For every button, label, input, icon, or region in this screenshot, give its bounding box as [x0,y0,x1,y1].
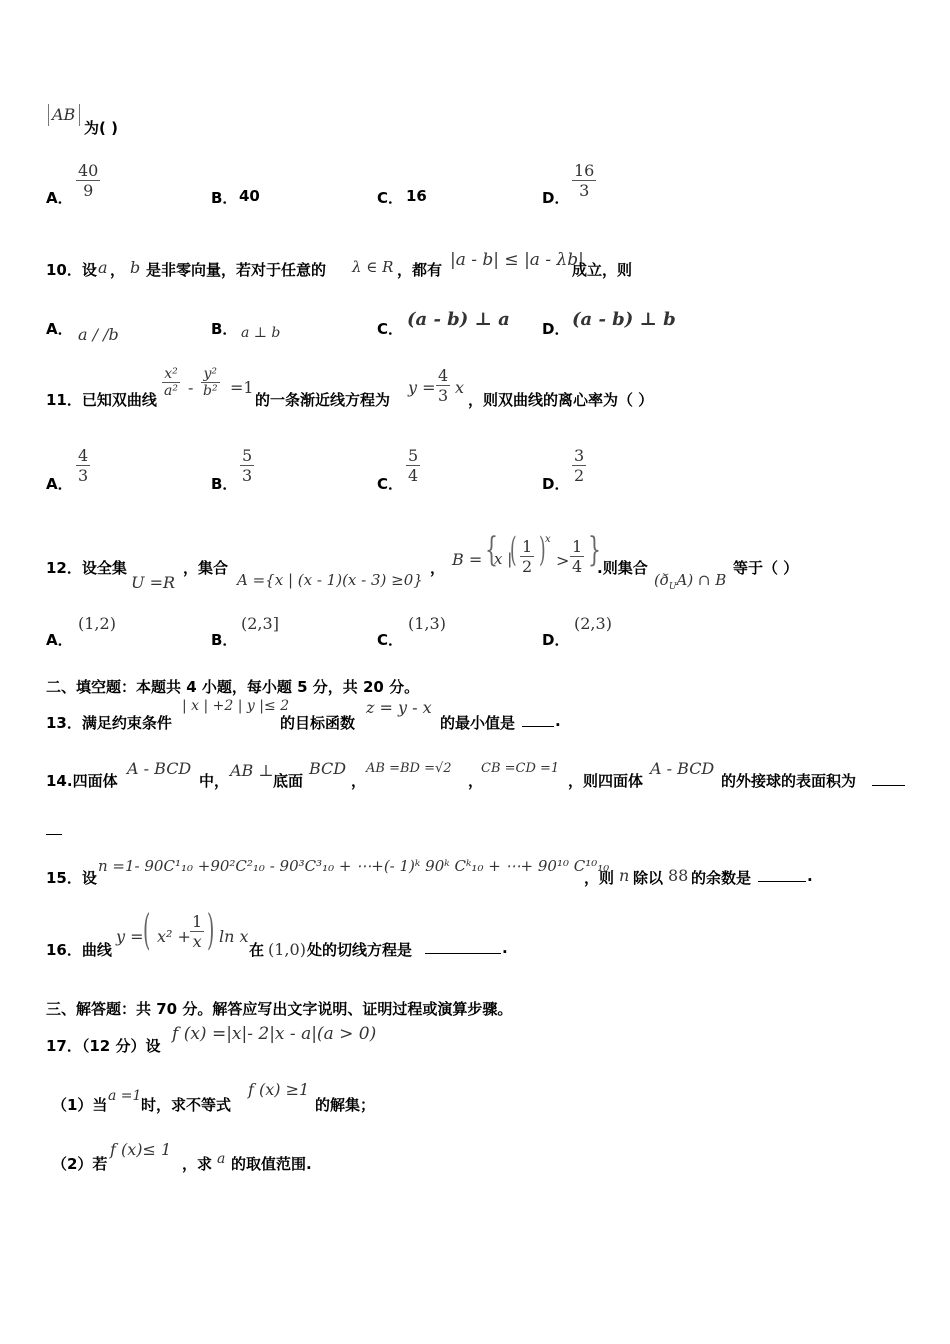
q12-b-rhs-den: 4 [572,557,583,576]
q11-minus: - [188,378,194,397]
q9-option-d-letter[interactable]: D． [542,189,570,207]
left-paren: ( [143,905,151,954]
q11-option-a-num: 4 [78,446,89,465]
q15-series: n =1- 90C¹₁₀ +90²C²₁₀ - 90³C³₁₀ + ⋯+(- 1)ᵏ 90ᵏ Cᵏ₁₀ + ⋯+ 90¹⁰ C¹⁰₁₀ [98,857,610,875]
q12-option-b-expr[interactable]: (2,3] [241,614,279,633]
left-paren: ( [510,530,517,570]
q11-y-num: y² [203,366,218,382]
q12-text-1: ，集合 [183,559,229,577]
q11-option-b-den: 3 [242,466,253,485]
q11-rhs: =1 [230,378,254,397]
q9-option-a-letter[interactable]: A． [46,189,73,207]
q16-end: . [502,939,508,957]
q12-option-a-letter[interactable]: A． [46,631,73,649]
q17-part1-text-2: 的解集； [315,1096,376,1114]
q16-number: 16．曲线 [46,941,112,959]
q11-x-num: x² [164,366,178,382]
q12-b-rhs-fraction [570,537,584,576]
q12-universal-set: U =R [131,573,176,592]
q14-number: 14.四面体 [46,772,118,790]
q11-text-2: ，则双曲线的离心率为（ ） [468,391,654,409]
q10-option-a-letter[interactable]: A． [46,320,73,338]
abs-bar-left [48,104,49,126]
q16-x-squared: x² + [157,927,191,946]
q10-option-b-expr[interactable]: a ⊥ b [241,325,281,341]
q11-option-b-letter[interactable]: B． [211,475,238,493]
q12-expr-sub: U [668,582,677,592]
q12-expr-tail: A) ∩ B [676,571,727,589]
q11-option-a-letter[interactable]: A． [46,475,73,493]
q10-option-c-letter[interactable]: C． [377,320,404,338]
q11-option-d-letter[interactable]: D． [542,475,570,493]
q17-part2-text-1: ，求 [182,1155,213,1173]
q9-option-b-letter[interactable]: B． [211,189,238,207]
q11-option-c-fraction[interactable] [406,446,420,485]
q15-text-1: ，则 [584,869,615,887]
q14-tetrahedron: A - BCD [127,759,192,778]
q16-fraction-num: 1 [192,912,203,931]
q12-number: 12．设全集 [46,559,127,577]
q11-asym-x: x [455,378,465,397]
q12-b-exponent: x [545,534,551,545]
q10-vector-a: a [98,258,108,277]
q14-comma-1: ， [351,772,367,790]
q9-option-a-num: 40 [78,161,99,180]
q17-part1-cond: a =1 [108,1088,142,1104]
q11-option-a-den: 3 [78,466,89,485]
q10-text-3: 成立，则 [572,261,633,279]
q10-option-d-letter[interactable]: D． [542,320,570,338]
q11-asym-num: 4 [438,366,449,385]
q17-part1-text-1: 时，求不等式 [141,1096,232,1114]
q16-answer-blank[interactable] [425,939,501,954]
q17-part2-label: （2）若 [52,1155,108,1173]
q15-answer-blank[interactable] [758,867,806,882]
q15-end: . [807,867,813,885]
section-3-heading: 三、解答题：共 70 分。解答应写出文字说明、证明过程或演算步骤。 [46,1000,513,1018]
q16-fraction-den: x [190,931,204,951]
q9-ab-expr: AB [52,105,76,124]
q12-option-b-letter[interactable]: B． [211,631,238,649]
q10-number: 10．设 [46,261,97,279]
q17-part2-text-2: 的取值范围. [231,1155,312,1173]
q12-option-c-letter[interactable]: C． [377,631,404,649]
q9-option-a-den: 9 [76,180,100,200]
q10-text-1: 是非零向量，若对于任意的 [146,261,327,279]
q9-tail-text: 为( ) [84,119,118,137]
q15-number: 15．设 [46,869,97,887]
q11-y-fraction [201,366,220,399]
q14-answer-blank-cont[interactable] [46,822,62,835]
q15-text-2: 除以 [633,869,664,887]
q14-tetrahedron-2: A - BCD [650,759,715,778]
q14-text-4: 的外接球的表面积为 [721,772,857,790]
q13-answer-blank[interactable] [522,712,554,727]
q12-text-2: .则集合 [597,559,648,577]
left-brace: { [485,530,498,570]
q13-text-2: 的最小值是 [440,714,516,732]
q11-number: 11．已知双曲线 [46,391,157,409]
q12-expr-open: (ð [654,571,669,589]
q16-lhs: y = [116,927,144,946]
q14-eq-2: CB =CD =1 [481,761,560,776]
q13-number: 13．满足约束条件 [46,714,172,732]
q14-perp: AB ⊥ [230,761,274,780]
q9-option-d-fraction[interactable] [572,161,596,200]
right-brace: } [588,530,601,570]
q14-eq-1: AB =BD =√2 [366,761,452,776]
q11-option-d-den: 2 [574,466,585,485]
q13-text-1: 的目标函数 [280,714,356,732]
q14-text-3: ，则四面体 [568,772,644,790]
q11-option-c-letter[interactable]: C． [377,475,404,493]
q12-set-a: A ={x | (x - 1)(x - 3) ≥0} [237,571,423,589]
section-2-heading: 二、填空题：本题共 4 小题，每小题 5 分，共 20 分。 [46,678,420,696]
right-paren: ) [539,530,546,570]
q10-comma: ， [110,261,126,279]
q16-point: (1,0) [268,940,306,959]
q16-ln: ln x [219,927,249,946]
q9-option-a-fraction[interactable] [76,161,100,200]
q14-comma-2: ， [468,772,484,790]
q10-text-2: ，都有 [397,261,443,279]
q9-option-d-den: 3 [572,180,596,200]
q12-b-base-fraction [520,537,534,576]
q12-b-gt: > [556,551,570,570]
q10-option-a-expr[interactable]: a / /b [78,325,119,344]
q10-lambda-expr: λ ∈ R [352,258,394,276]
q10-option-b-letter[interactable]: B． [211,320,238,338]
q14-answer-blank[interactable] [872,770,905,786]
q12-b-base-den: 2 [522,557,533,576]
q11-option-b-fraction[interactable] [240,446,254,485]
q11-asym-lhs: y = [408,378,436,397]
q12-option-a-expr[interactable]: (1,2) [78,614,116,633]
q15-text-3: 的余数是 [691,869,752,887]
q9-option-d-num: 16 [574,161,595,180]
q13-end: . [555,712,561,730]
q11-asym-fraction [436,366,450,405]
q12-complement-expr [654,571,726,592]
q11-option-c-num: 5 [408,446,419,465]
q9-option-c-letter[interactable]: C． [377,189,404,207]
q17-part1-label: （1）当 [52,1096,108,1114]
q14-base: BCD [309,759,347,778]
q12-text-3: 等于（ ） [733,559,799,577]
q13-constraint: | x | +2 | y |≤ 2 [182,698,290,714]
q9-option-b-value[interactable]: 40 [239,187,260,205]
q11-option-d-num: 3 [574,446,585,465]
q17-part1-ineq: f (x) ≥1 [248,1080,310,1099]
q12-option-c-expr[interactable]: (1,3) [408,614,446,633]
q17-part2-ineq: f (x)≤ 1 [110,1140,172,1159]
q11-x-den: a² [164,383,178,399]
q12-option-d-letter[interactable]: D． [542,631,570,649]
q17-function: f (x) =|x|- 2|x - a|(a > 0) [172,1024,377,1044]
q15-n: n [619,866,630,885]
q11-x-fraction [162,366,180,399]
q14-text-1: 中， [199,772,230,790]
q11-option-b-num: 5 [242,446,253,465]
q13-objective: z = y - x [366,698,432,717]
q11-option-c-den: 4 [408,466,419,485]
q10-vector-b: b [130,258,141,277]
q9-option-c-value[interactable]: 16 [406,187,427,205]
q17-part2-a: a [217,1151,226,1167]
q11-option-d-fraction[interactable] [572,446,586,485]
q12-set-b-lhs: B = [452,550,483,569]
q10-inequality: |a - b| ≤ |a - λb| [450,250,584,270]
q17-number: 17．（12 分）设 [46,1037,161,1055]
q12-b-rhs-num: 1 [572,537,583,556]
q10-option-d-expr[interactable]: (a - b) ⊥ b [572,309,676,330]
q14-text-2: 底面 [273,772,304,790]
q11-option-a-fraction[interactable] [76,446,90,485]
q12-set-b-var: x | [494,550,513,568]
abs-bar-right [79,104,80,126]
q12-b-base-num: 1 [522,537,533,556]
q12-option-d-expr[interactable]: (2,3) [574,614,612,633]
q10-option-c-expr[interactable]: (a - b) ⊥ a [407,309,510,330]
q11-asym-den: 3 [438,386,449,405]
q16-fraction [190,912,204,951]
q16-text-2: 处的切线方程是 [307,941,413,959]
q11-y-den: b² [203,383,218,399]
q11-text-1: 的一条渐近线方程为 [255,391,391,409]
q16-text-1: 在 [249,941,265,959]
q12-comma: ， [430,559,446,577]
q15-divisor: 88 [668,866,689,885]
right-paren: ) [207,905,215,954]
